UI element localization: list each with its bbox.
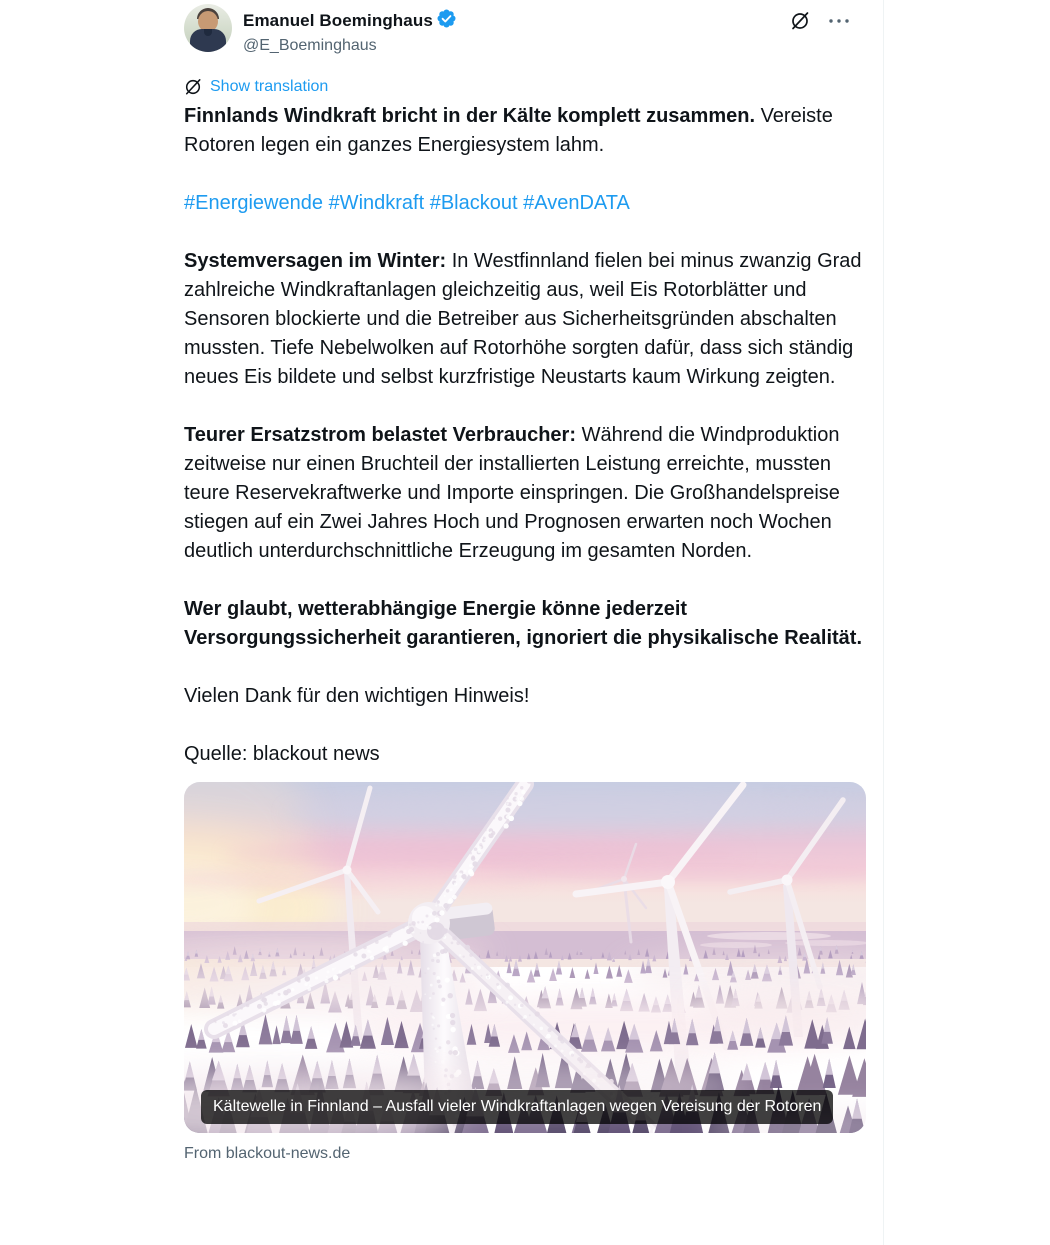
tweet-paragraph	[184, 682, 866, 711]
author-id-block	[243, 4, 456, 54]
tweet-article	[184, 0, 866, 1163]
tweet-paragraph	[184, 421, 866, 566]
grok-slash-circle-icon	[184, 78, 202, 96]
author-handle[interactable]: @E_Boeminghaus	[243, 37, 377, 54]
grok-actions-button[interactable]	[788, 9, 812, 33]
tweet-text: Während die Windproduktion zeitweise nur einen Bruchteil der installierten Leistung erreichte, mussten teure Reservekraftwerke und Importe einspringen. Die Großhandelspreise stiegen auf ein Zwei Jahres Hoch und Prognosen erwarten noch Wochen deutlich unterdurchschnittliche Erzeugung im gesamten Norden.	[184, 424, 840, 562]
tweet-text: Vereiste Rotoren legen ein ganzes Energiesystem lahm.	[184, 105, 833, 156]
hashtag-link[interactable]: #Blackout	[429, 192, 518, 214]
header-actions	[788, 9, 852, 33]
tweet-text-bold: Finnlands Windkraft bricht in der Kälte komplett zusammen.	[184, 105, 756, 127]
avatar[interactable]	[184, 4, 232, 52]
tweet-paragraph	[184, 102, 866, 160]
tweet-text: Quelle: blackout news	[184, 743, 380, 765]
tweet-text: In Westfinnland fielen bei minus zwanzig Grad zahlreiche Windkraftanlagen gleichzeitig aus, weil Eis Rotorblätter und Sensoren blockierte und die Betreiber aus Sicherheitsgründen abschalten mussten. Tiefe Nebelwolken auf Rotorhöhe sorgten dafür, dass sich ständig neues Eis bildete und selbst kurzfristige Neustarts kaum Wirkung zeigten.	[184, 250, 862, 388]
media-attribution-link[interactable]: From blackout-news.de	[184, 1145, 351, 1162]
verified-badge-icon	[437, 9, 456, 32]
more-button[interactable]	[826, 15, 852, 27]
tweet-text-bold: Systemversagen im Winter:	[184, 250, 447, 272]
author-name[interactable]: Emanuel Boeminghaus	[243, 10, 433, 30]
timeline-right-border	[883, 0, 884, 1245]
tweet-text-bold: Teurer Ersatzstrom belastet Verbraucher:	[184, 424, 577, 446]
show-translation-button[interactable]	[184, 78, 328, 96]
more-ellipsis-icon	[828, 17, 850, 25]
tweet-header	[184, 4, 866, 54]
hashtag-link[interactable]: #AvenDATA	[523, 192, 630, 214]
tweet-text: Vielen Dank für den wichtigen Hinweis!	[184, 685, 530, 707]
tweet-body	[184, 102, 866, 769]
tweet-paragraph	[184, 189, 866, 218]
hashtag-link[interactable]: #Energiewende	[184, 192, 323, 214]
tweet-media[interactable]	[184, 782, 866, 1133]
grok-slash-circle-icon	[790, 11, 810, 31]
image-caption-overlay: Kältewelle in Finnland – Ausfall vieler Windkraftanlagen wegen Vereisung der Rotoren	[201, 1090, 833, 1124]
tweet-paragraph	[184, 247, 866, 392]
hashtag-link[interactable]: #Windkraft	[328, 192, 425, 214]
show-translation-label: Show translation	[210, 78, 329, 95]
wind-turbine-photo	[184, 782, 866, 1133]
tweet-paragraph	[184, 740, 866, 769]
tweet-paragraph	[184, 595, 866, 653]
tweet-text-bold: Wer glaubt, wetterabhängige Energie könne jederzeit Versorgungssicherheit garantieren, ignoriert die physikalische Realität.	[184, 598, 862, 649]
